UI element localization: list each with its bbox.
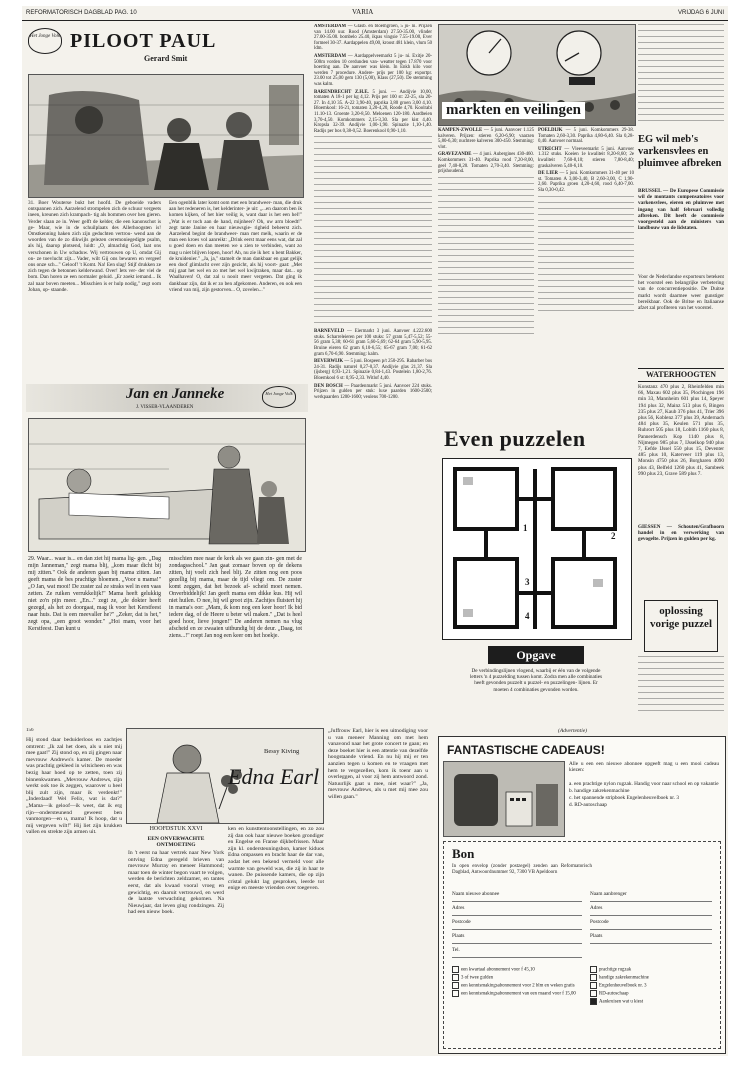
piloot-paul-section: [26, 24, 308, 374]
giessen-text: GIESSEN — Schouten/Grafhoorn handel in en verwerking van gevogelte. Prijzen in gulden per kg.: [638, 524, 724, 543]
checkbox[interactable]: [452, 966, 459, 973]
price-table-lines: [438, 177, 534, 337]
field-referrer-city[interactable]: Plaats: [590, 930, 712, 944]
waterhoogte-text: Konstanz 470 plus 2, Rheinfelden min 66, Maxau 602 plus 35, Plochingen 196 min 33, Mannheim 601 plus 14, Speyer 194 plus 32, Mainz 513 plus 6, Bingen 235 plus 27, Kaub 376 plus 41, Trier 396 plus 56, Koblenz 377 plus 39, Andernach 484 plus 35, Keulen 571 plus 35, Ruhrort 505 plus 18, Lobith 1160 plus 8, Pannerdensch Kop 1140 plus 8, Nijmegen 985 plus 7, IJsselkop 940 plus 7, Eefde IJssel 550 plus 15, Deventer 485 plus 10, Katerveer 119 plus 13, Monsin 4750 plus 26, Borgharen 4090 plus 43, Belfeld 1260 plus 41, Sambeek 990 plus 23, Grave 589 plus 7.: [638, 384, 724, 477]
checkbox-filled: [590, 998, 597, 1005]
eg-lead: BRUSSEL — De Europese Commissie wil de montants compensatoires voor varkensvlees, eieren en pluimvee met ingang van half februari volledig afbreken. Dit heeft de commissie voorgesteld aan de ministers van landbouw van de lidstaten.: [638, 188, 724, 232]
puzzle-number-4: 4: [525, 611, 530, 621]
header-center: VARIA: [352, 8, 374, 16]
checkbox[interactable]: [590, 990, 597, 997]
advert-options: [569, 781, 719, 837]
advert-label: (Advertentie): [558, 728, 588, 734]
market-entry: BEVERWIJK — 5 juni. Bospeen p/t 250-295. Rabarber bos 24-31. Radijs naturel 0,27-0,37. Andijvie glas 21,37. Sla (ijsberg) 0,93-1,21. Spinazie 0,84-1,43. Postelein 1,80-2,76. Bloemkool 6 st: 0,95-2,33. Witlof 4,40.: [314, 359, 432, 382]
checkbox[interactable]: [452, 982, 459, 989]
edna-column-3: ken en kunsttentoonstellingen, en zo zou zij dan ook haar nieuwe boeken grondiger en Engelse en Franse dijkbefrissen. Maar zijn kl. ondersteuningsbon, kamer kiduos Edna ompassen en bracht haar de dar van, zodat het een bekend vermeld voor alle warmte van geweld was, die zij in haar te wanen. De puissende kamers, die op zijn cristal gelukt lag gesproken, leerde tot enige en meeste vrienden over toegeven.: [228, 826, 324, 892]
jan-en-janneke-title: Jan en Janneke: [126, 386, 225, 402]
advert-option: a. een prachtige nylon rugzak. Handig voor naar school en op vakantie: [569, 781, 719, 787]
page-header: [22, 6, 728, 21]
gifts-illustration: [444, 762, 564, 836]
opgave-text: De verbindingslijnen vlogend, waarbij er één van de volgende letters 'n 4 puzzelding tussen komt. Zodra men alle combinaties heeft gevonden puzzelt u puzzel- en puzzelingen- lijnen. Er moeten 4 combinaties gevonden worden.: [469, 668, 603, 693]
puzzle-title: Even puzzelen: [444, 426, 586, 451]
subscription-option[interactable]: een kennismakingsabonnement van een maand voor f 15,00: [452, 990, 588, 998]
janneke-column-1: 29. Waar... waar is... en dan ziet hij mama lig- gen. „Dag mijn Janneman," zegt mama blij, „kom maar dicht bij mij zitten." Ook de anderen gaan bij mama zitten. Jan geeft mama de bes prachtige bloemen. „Voor u mama!" „O Jan, wat mooi! De zuster zal ze straks wel in een vaas zetten. Ze ruiken verrukkelijk!" Mama heeft gelukkig niet zo'n pijn meer. „En..." zegt ze, „de dokter heeft gezegd, als het zo doorgaat, mag ik voor het Kerstfeest naar huis. Dat is een meevaller he?" „Zeker, dat is het," zegt opa, „een groot wonder." „Hoi mam, voor het Kerstfeest. Dan kunt u: [28, 556, 161, 632]
checkbox[interactable]: [452, 990, 459, 997]
piloot-column-1: 31. Boer Wouterse bukt het hoofd. De geboeide vaders ontspannen zich. Aarzelend strompelen zich de schuur vergeets ineen, kreunen zich krampach- tig als bommen over hen gieren. Verder slaan ze in. Weer gelft de kelder, die een kanonschot is ge- Maar, wie in de schuilplaats des Allerhoogsten is! Omstkenning haken zich zijn geduchten vertrou- wend aan de woorden van de zo dikwijls gelezen ceremoniegedigte psalm, als hij, daarop plotsend, luidt: „O, almachtig God, laat ons verschonen in Uw schaduw. Wij vertrouwen op U, omdat Gij on- ze toevlucht zijt... Vader, wilt Gij ons bewaren en vergeef ons onze sch..." Geloof! 't Komt. Na! Een slag! Stijf drukken ze zich tegen de betonnen kelderwand. Over! Iets ver- der viel de bom. Dan horen ze een normaler geluid. „Er zoekt iemand... Ik zal naar boven meeten... Misschien is er hulp nodig," zegt oom Johan, op- staande.: [28, 200, 161, 293]
market-entry: DEN BOSCH — Paardenmarkt 5 juni. Aanvoer 224 stuks. Prijzen in gulden per stuk: luxe paarden 1600-2500; werkpaarden 1200-1600; veulens 700-1200.: [314, 383, 433, 400]
gift-options: [590, 966, 712, 1007]
advert-title: FANTASTISCHE CADEAUS!: [447, 743, 605, 757]
field-postcode[interactable]: Postcode: [452, 916, 582, 930]
field-city[interactable]: Plaats: [452, 930, 582, 944]
puzzle-number-2: 2: [611, 531, 616, 541]
edna-earl-section: [26, 728, 432, 1054]
market-entry: UTRECHT — Vleeveemarkt 5 juni. Aanvoer 1.312 stuks. Koeien 1e kwaliteit 8,20-8,60; 2e kwaliteit 7,60-8,10; stieren 7,80-8,40; graskalveren 5,40-6,10.: [538, 146, 634, 169]
intro-number: 156: [26, 728, 34, 733]
price-table-lines: [314, 136, 432, 326]
advert-intro: Alle u een een nieuwe abonnee opgeeft mag u een mooi cadeau kiezen:: [569, 761, 719, 774]
checkbox[interactable]: [590, 966, 597, 973]
advert-option: c. het spannende stripboek Engelenheuvelboek nr. 3: [569, 795, 680, 801]
advert-option: b. handige zakrekenmachine: [569, 788, 630, 794]
checkbox[interactable]: [452, 974, 459, 981]
subscription-options: [452, 966, 588, 998]
opgave-title: Opgave: [488, 646, 584, 664]
gift-option[interactable]: Engelenheuvelboek nr. 3: [590, 982, 712, 990]
market-entries-mid: [438, 128, 534, 418]
order-coupon: [443, 841, 721, 1049]
puzzle-maze-drawing: [443, 459, 631, 639]
coupon-fields-left: [452, 888, 582, 958]
gifts-photo: [443, 761, 565, 837]
field-referrer-name[interactable]: Naam aanbrenger: [590, 888, 712, 902]
puzzle-section: [438, 426, 634, 722]
het-jonge-volk-logo: Het Jonge Volk: [28, 28, 62, 54]
gift-option[interactable]: handige zakrekenmachine: [590, 974, 712, 982]
oplossing-box: oplossing vorige puzzel: [644, 600, 718, 652]
solution-lines: [638, 656, 724, 712]
price-table-lines: [538, 196, 634, 316]
field-phone[interactable]: Tel.: [452, 944, 582, 958]
field-referrer-postcode[interactable]: Postcode: [590, 916, 712, 930]
edna-title: Edna Earl: [228, 764, 320, 789]
edna-column-4: „Juffrouw Earl, hier is een uitnodiging voor u van meneer Manning om met hem vanavond naar het grote concert te gaan; en deze boeket hier is een attentie van dezelfde hoogstaande vriend. En nu hij mij er ten aanzien tegen u komen en te vraagen met hem te vergezellen, kom ik toenr aan u overleggen, al voor zij hem antwoord zond. Natuurlijk gaat u mee, niet waar?" „Ja, mevrouw Andrews, als u met mij mee zou willen gaan.": [328, 728, 428, 800]
advertisement-section: [438, 728, 726, 1054]
edna-column-2: In 't eerst na haar vertrek naar New York ontving Edna geregeld brieven van mevrouw Murray en meneer Hammond; maar toen de winter begon vaart te volgen, werden de berichten zeldzamer, en tantes eerst, dat als kwaad vooral vroeg en gewichtig, en daaruit vertrouwd, en werd de laatste verwachting gekomen. Na Nieuwjaar, dat leven ging rondzingen. Zij had een nieuw boek.: [128, 850, 224, 916]
subscription-option[interactable]: een kennismakingsabonnement voor 2 blm en weken gratis: [452, 982, 588, 990]
piloot-column-2: Een ogenblik later komt oom met een brandweer- man, die druk aan het redeneren is, het kelderinter- je uit: „...en daarom ben ik komen kijken, of het hier veilig is, want daar is het een hel!" „Wat is er toch aan de hand, mijnheer? Oh, uw arm bloedt!" zegt tante Janine en haar nieuwsgie- righeid beheerst zich. Aarzelend begint de brandweer- man met melk, waarin er de man een kroes vol aanreikt: „Drink eerst maar eens wat, dat zal u goed doen en dan meeten we u zien te verbinden, want zo mag u niet blijven lopen, hoor! Ah, nu zie ik het: u bent Bakker, de kruidenier." „Ja, ja," stamelt de man dankbaar en gaat gelijk een doof glimlacht over zijn gezicht, als hij voort- gaat: „Met mij gaat het wel en zo met het wel kwijtraken, maar dat... op Waalhaven! O, dat zal u nooit meer vergeten. Dat ging ik dankbaar zijn, dat ik er zo ben afgekomen. Anderen, en ook een vriend van mij, zijn gestorven... O, zovelen...": [169, 200, 302, 293]
het-jonge-volk-logo-2: Het Jonge Volk: [262, 386, 296, 408]
market-entry: BARENDRECHT Z.H.E. 5 juni. — Andijvie 10,00, tomaten A 18-1 per kg 4,12. Prijs per 100 st: 22-25, sla 20-27. In 4,10 35. A-22 3,90-40, paprika 3,80 groen 3,00 4,10. Bloemkool: 16-21, tomaten 3,20-4,20, Roode 4,70. Koolrabi 11.10-13. Groente 3,20-8,50. Meloenen 120-180. Aardbeien 3,70-4,50. Komkommers 2,15-3,30. Sla per kist 4,40. Kropsla 32-39. Andijvie 1,00-1,90. Spinazie 1,10-1,40. Radijs per bos 0,38-0,52. Boerenkool 0,90-1,10.: [314, 89, 432, 134]
market-entry: BARNEVELD — Eiermarkt 3 juni. Aanvoer 4.222.600 stuks. Scharreleieren per 100 stuks: 57 gram 5,47-5,52; 55-56 gram 5,38; 60-61 gram 5,60-5,69; 62-64 gram 5,90-5,95. Bruine eieren 62 gram 6,10-6,55; 65-67 gram 7,00; 61-62 gram 6,70-6,90. Stemming: kalm.: [314, 329, 432, 357]
advert-box: [438, 736, 726, 1054]
market-listing-left: [314, 24, 434, 524]
puzzle-grid: [442, 458, 632, 640]
puzzle-number-3: 3: [525, 577, 530, 587]
gift-option[interactable]: RD-autoschaap: [590, 990, 712, 998]
coupon-title: Bon: [452, 846, 475, 861]
bunker-scene-illustration: [29, 75, 303, 197]
chapter-label: HOOFDSTUK XXVI: [149, 826, 203, 832]
hospital-bed-illustration: [29, 419, 305, 551]
subscription-option[interactable]: 3 of twee gulden: [452, 974, 588, 982]
right-column-listing: [638, 24, 724, 122]
market-entry: AMSTERDAM — Glasb. en bloemgroen, 5 ju- ni. Prijzen van 14.00 uur. Rood (Amsterdam) 27.50-35.00, vlinder 27.00-35.00. bombelo 25.40, ikpas vingsie 7.55-19.00, Ever formeel 30-37. Aardappelen 49,00, kroost 481 klein, vlum 50 ldm.: [314, 24, 433, 52]
gift-option[interactable]: prachtige rugzak: [590, 966, 712, 974]
janneke-illustration: [28, 418, 306, 552]
piloot-paul-author: Gerard Smit: [144, 54, 188, 63]
puzzle-number-1: 1: [523, 523, 528, 533]
market-entry: KAMPEN-ZWOLLE — 5 juni. Aanvoer 1.125 kalveren. Prijzen: stieren 6,20-6,90; vaarzen 5,80-6,30; nuchtere kalveren 300-450. Stemming: vlot.: [438, 128, 535, 150]
field-referrer-address[interactable]: Adres: [590, 902, 712, 916]
edna-author: Bessy Kiving: [264, 748, 300, 755]
oplossing-text: [638, 656, 724, 716]
market-entries-left: [314, 24, 432, 522]
eg-body: Voor de Nederlandse exporteurs betekent het voorstel een belangrijke verbetering van de concurrentiepositie. De Duitse markt wordt daarmee weer gunstiger bereikbaar. Ook de Britse en Italiaanse afzet zal profiteren van het voorstel.: [638, 274, 724, 312]
piloot-illustration: [28, 74, 304, 198]
field-address[interactable]: Adres: [452, 902, 582, 916]
header-left: REFORMATORISCH DAGBLAD PAG. 10: [26, 10, 137, 16]
checkbox[interactable]: [590, 974, 597, 981]
market-entry: AMSTERDAM — Aardappelveemarkt 5 ju- ni. Exitje 20-500m vorden 10 cerdunden van- weatter tegen 17.870 voor hoerting aan. De aanvoer was klein. In Enkh kilo voor werden 7 procedure. Andere- prijs per 100 kg: exportpr. 23.00 tot 25,00 gem 130 (5,00), Klass (27,50). De stemming was kalm.: [314, 53, 433, 87]
piloot-paul-title: PILOOT PAUL: [70, 30, 217, 52]
field-name[interactable]: Naam nieuwe abonnee: [452, 888, 582, 902]
header-right: VRIJDAG 6 JUNI: [677, 10, 724, 16]
market-entries-right: [538, 128, 634, 418]
coupon-intro: In open envelop (zonder postzegel) zenden aan Reformatorisch Dagblad, Antwoordnummer 92, 7300 VB Apeldoorn: [452, 864, 592, 876]
gift-option-note: Aankruisen wat u kiest: [590, 998, 712, 1006]
advert-option: d. RD-autoschaap: [569, 802, 607, 808]
market-entry: POELDIJK — 5 juni. Komkommers 29-38. Tomaten 2,60-3,30. Paprika 4,80-6,40. Sla 0,28-0,40. Aanvoer normaal.: [538, 128, 634, 145]
right-column: [638, 24, 726, 724]
subscription-option[interactable]: een kwartaal abonnement voor f 45,10: [452, 966, 588, 974]
eg-headline: EG wil meb's varkensvlees en pluimvee afbreken: [638, 134, 722, 169]
jan-en-janneke-section: [26, 378, 308, 723]
jan-en-janneke-author: J. VISSER-VLAANDEREN: [136, 405, 194, 410]
market-entry: DE LIER — 5 juni. Komkommers 31-40 per 10 st. Tomaten A 3,00-3,40, B 2,60-3,00, C 1,90-2,60. Paprika groen 4,20-4,60, rood 6,40-7,00. Sla 0,30-0,42.: [538, 171, 634, 193]
checkbox[interactable]: [590, 982, 597, 989]
edna-column-1: Hij stond daar beduiderloos en zachtjes omtrent: „Ik zal het doen, als u niet mij mee gaat!" Zij stond op, en zij gingen naar mevrouw Andrews's kamer. De moeder was prachtig gekleed in witsicheen en was bezig haar hoed op te zetten, toen zij binnenkwamen. „Mevrouw Andrews, zijn werkt ook toe ik zeggen, waarover u heel blij zult zijn, maar ik verdenkt!" „Inderdaad! Wel Felix, wat is dat?" „Mama—ik geloof—ik weet, dat ik erg rijn—ondersteunend geweest ben vanmorgen—en u, mama! Ik hoop, dat u mij vergeven wilt!" Hij liet zijn krukken vallen en strekte zijn armen uit.: [26, 737, 122, 836]
waterhoogte-title: WATERHOOGTEN: [638, 368, 724, 382]
janneke-column-2: misschien mee naar de kerk als we gaan zin- gen met de zondagsschool." Jan gaat zomaar boven op de dekens zitten, hij voelt zich heel blij. Ze zitten nog een poos gezellig bij mama, maar de tijd vliegt om. De zuster komt zeggen, dat het bezoek af- scheid moet nemen. Onverbiddelijk! Jan geeft mama een dikke kus. Hij wil niet huilen. O nee, hij wil groot zijn. Zachtjes fluistert hij in mama's oor: „Mam, ik kom nog een keer hoor! Ik bid iedere dag, of de Heere u beter wil maken." „Dat is heel goed hoor, lieve jongen!" De anderen nemen na vlug afscheid en ze zwaaien uitbundig bij de deur. „Daag, tot ziens...!" roept Jan nog een keer om het hoekje.: [169, 556, 302, 639]
newspaper-page: [22, 6, 728, 1056]
market-entry: GRAVEZANDE — 4 juni. Aubergines 430-460. Komkommers 31-40. Paprika rood 7,20-8,00, geel 7,40-8,20. Tomaten 2,70-3,40. Stemming: prijshoudend.: [438, 152, 534, 175]
coupon-fields-right: [590, 888, 712, 944]
markets-headline: markten en veilingen: [442, 102, 585, 119]
chapter-title: EEN ONVERWACHTE ONTMOETING: [147, 836, 205, 848]
